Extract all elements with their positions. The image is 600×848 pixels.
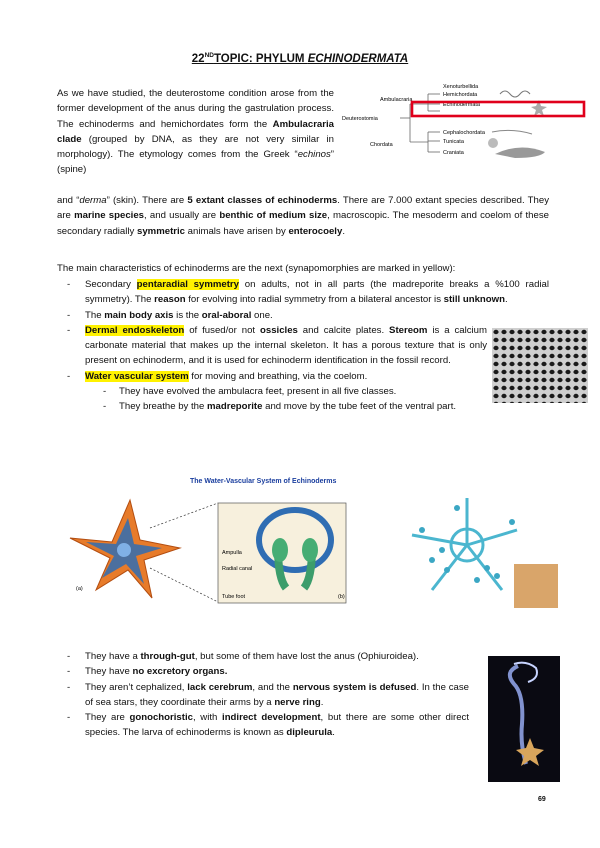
lancelet-icon [492,130,532,134]
label-hemichordata: Hemichordata [443,92,478,98]
starfish-illustration [70,500,180,598]
label-chordata: Chordata [370,142,393,148]
whale-icon [495,147,545,158]
tube-feet-diagram [392,490,560,610]
worm-icon [500,91,530,97]
phylogeny-figure [340,84,590,162]
label-deuterostomia: Deuterostomia [342,116,378,122]
list-item: - Secondary pentaradial symmetry on adults, not in all parts (the madreporite breaks a %100 radial symmetry). The reason for evolving into radial symmetry from a bilateral ancestor is still unknown. [67,279,550,306]
list-item: - They aren’t cephalized, lack cerebrum, and the nervous system is defused. In the case of sea stars, they coordinate their arms by a nerve ring. [67,681,469,708]
page-number: 69 [538,796,546,803]
starfish-inset-photo [514,564,558,608]
label-ampulla: Ampulla [222,550,242,556]
characteristics-list-2 [57,649,469,741]
page-title: 22NDTOPIC: PHYLUM ECHINODERMATA [191,52,409,65]
sub-list-item: - They breathe by the madreporite and move by the tube feet of the ventral part. [103,401,457,413]
tunicate-icon [488,138,498,148]
list-item: - Dermal endoskeleton of fused/or not ossicles and calcite plates. Stereom is a calcium carbonate material that makes up the internal skeleton. It has a porous texture that is only present on echinoderm, and it is used for echinoderm identification in the fossil record. [67,324,487,367]
label-cephalochordata: Cephalochordata [443,130,485,136]
label-echinodermata: Echinodermata [443,102,480,108]
label-radial-canal: Radial canal [222,566,253,572]
intro-paragraph: As we have studied, the deuterostome condition arose from the former development of the anus during the gastrulation process. The echinoderms and hemichordates form the Ambulacraria clade (grouped by DNA, as they are not very similar in morphology). The etymology comes from the Greek “echinos” (spine) [57,88,334,176]
stereom-photo [492,328,588,403]
list-item: - They are gonochoristic, with indirect development, but there are some other direct species. The larva of echinoderms is known as dipleurula. [67,712,470,739]
label-craniata: Craniata [443,150,464,156]
larva-photo [488,656,560,782]
label-tube-foot: Tube foot [222,594,246,600]
list-item: - They have no excretory organs. [67,666,228,678]
label-b: (b) [338,594,345,600]
label-ambulacraria: Ambulacraria [380,97,413,103]
list-item: - Water vascular system for moving and breathing, via the coelom. [67,370,368,382]
intro-paragraph-continued: and “derma” (skin). There are 5 extant classes of echinoderms. There are 7.000 extant species described. They are marine species, and usually are benthic of medium size, macroscopic. The mesoderm and coelom of these secondary radially symmetric animals have arisen by enterocoely. [57,195,549,237]
label-a: (a) [76,586,83,592]
list-item: - The main body axis is the oral-aboral one. [67,309,273,321]
label-tunicata: Tunicata [443,139,464,145]
sub-list-item: - They have evolved the ambulacra feet, present in all five classes. [103,386,397,398]
list-item: - They have a through-gut, but some of them have lost the anus (Ophiuroidea). [67,651,419,662]
characteristics-list [57,277,549,415]
label-xenoturbellida: Xenoturbellida [443,84,479,90]
water-vascular-figure [40,478,370,608]
wvs-figure-title: The Water-Vascular System of Echinoderms [190,478,337,485]
characteristics-intro: The main characteristics of echinoderms are the next (synapomorphies are marked in yellow): [57,263,456,274]
